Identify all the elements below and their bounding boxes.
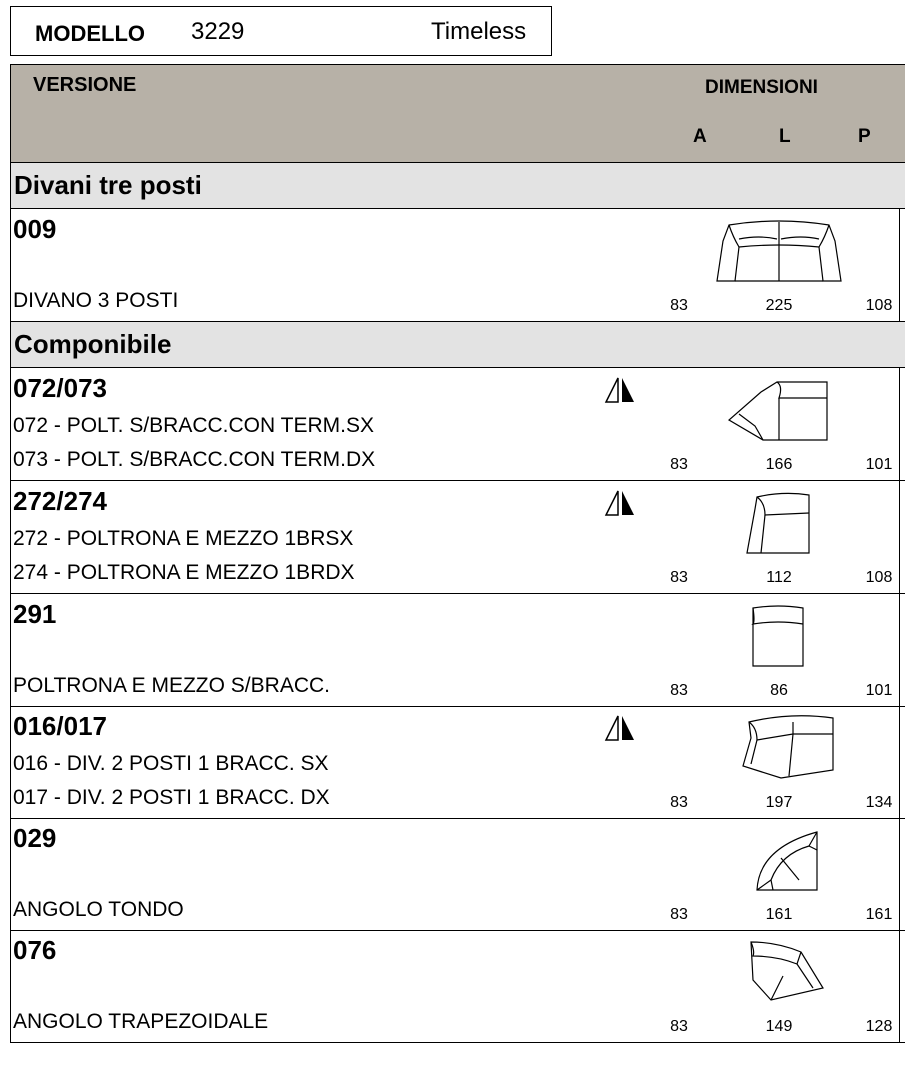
table-row	[10, 930, 905, 1043]
dim-a-value: 83	[670, 794, 688, 811]
row-description: ANGOLO TONDO	[13, 898, 184, 921]
row-line-2: 017 - DIV. 2 POSTI 1 BRACC. DX	[13, 786, 330, 809]
dim-l-value: 112	[766, 569, 792, 586]
row-line-1: 016 - DIV. 2 POSTI 1 BRACC. SX	[13, 752, 329, 775]
table-row	[10, 368, 905, 481]
chaise-terminal-icon	[725, 378, 831, 442]
row-code: 072/073	[13, 373, 107, 403]
dim-l-value: 161	[765, 906, 793, 923]
table-row	[10, 594, 905, 707]
trapezoid-corner-icon	[747, 938, 827, 1002]
dim-p-value: 108	[865, 569, 893, 586]
row-code: 291	[13, 599, 57, 629]
row-description: ANGOLO TRAPEZOIDALE	[13, 1010, 269, 1033]
header-dim-a: A	[693, 126, 707, 147]
table-row	[10, 481, 905, 594]
row-code: 009	[13, 214, 57, 244]
dim-l-value: 86	[770, 682, 788, 699]
section-divani-tre-posti	[10, 163, 905, 209]
model-name: Timeless	[431, 18, 527, 45]
dim-a-value: 83	[670, 1018, 688, 1035]
row-line-2: 073 - POLT. S/BRACC.CON TERM.DX	[13, 448, 376, 471]
armless-chair-icon	[749, 604, 807, 668]
dim-l-value: 197	[765, 794, 793, 811]
table-row	[10, 209, 905, 322]
mirror-version-icon	[604, 376, 638, 404]
model-number: 3229	[191, 18, 245, 45]
model-box	[10, 6, 552, 56]
table-row	[10, 818, 905, 931]
table-row	[10, 706, 905, 819]
table-header	[10, 64, 905, 163]
dim-p-value: 101	[865, 456, 893, 473]
dim-p-value: 128	[865, 1018, 893, 1035]
dim-l-value: 149	[765, 1018, 793, 1035]
two-seat-one-arm-icon	[731, 714, 837, 782]
header-dim-l: L	[779, 126, 791, 147]
dim-l-value: 225	[765, 297, 793, 314]
mirror-version-icon	[604, 489, 638, 517]
row-line-2: 274 - POLTRONA E MEZZO 1BRDX	[13, 561, 355, 584]
row-code: 272/274	[13, 486, 107, 516]
section-componibile	[10, 322, 905, 368]
dim-a-value: 83	[670, 682, 688, 699]
row-code: 016/017	[13, 711, 107, 741]
section-title: Divani tre posti	[14, 170, 202, 200]
dim-a-value: 83	[670, 906, 688, 923]
row-code: 076	[13, 935, 57, 965]
dim-p-value: 161	[865, 906, 893, 923]
row-description: DIVANO 3 POSTI	[13, 289, 179, 312]
header-dim-p: P	[858, 126, 871, 147]
row-line-1: 272 - POLTRONA E MEZZO 1BRSX	[13, 527, 354, 550]
dim-p-value: 108	[865, 297, 893, 314]
section-title: Componibile	[14, 329, 172, 359]
header-versione: VERSIONE	[33, 74, 137, 96]
dim-p-value: 101	[865, 682, 893, 699]
row-line-1: 072 - POLT. S/BRACC.CON TERM.SX	[13, 414, 374, 437]
dim-a-value: 83	[670, 456, 688, 473]
three-seat-sofa-icon	[711, 219, 847, 285]
model-label: MODELLO	[35, 21, 145, 46]
dim-l-value: 166	[765, 456, 793, 473]
dim-p-value: 134	[865, 794, 893, 811]
dim-a-value: 83	[670, 297, 688, 314]
header-dimensioni: DIMENSIONI	[705, 77, 818, 98]
armchair-one-arm-icon	[743, 491, 813, 557]
row-description: POLTRONA E MEZZO S/BRACC.	[13, 674, 330, 697]
row-code: 029	[13, 823, 57, 853]
mirror-version-icon	[604, 714, 638, 742]
round-corner-icon	[747, 828, 821, 894]
dim-a-value: 83	[670, 569, 688, 586]
